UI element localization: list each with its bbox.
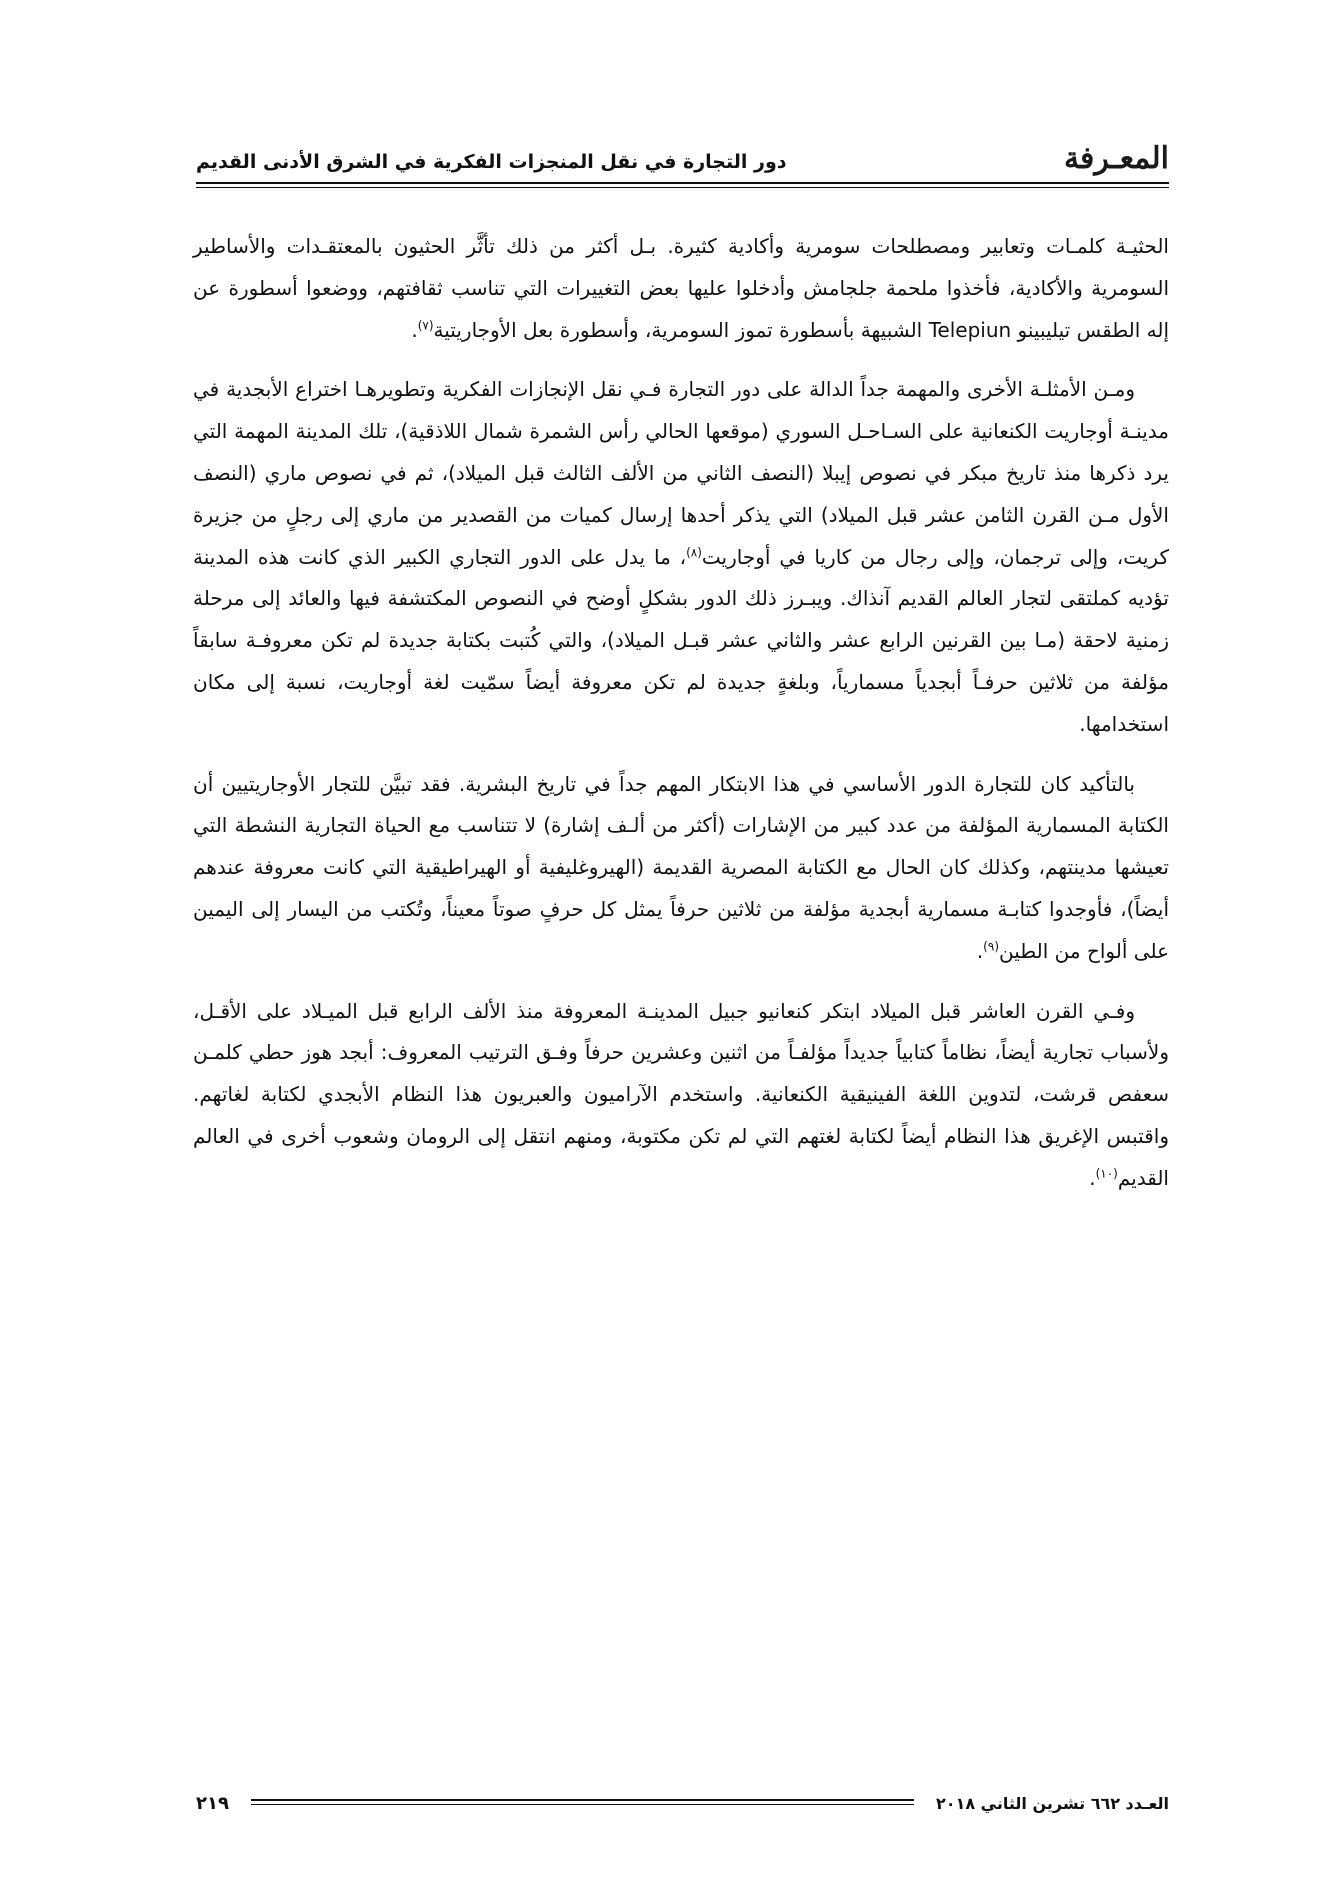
paragraph-text: ومـن الأمثلـة الأخرى والمهمة جداً الدالة على دور التجارة فـي نقل الإنجازات الفكرية وتطويرهـا اختراع الأبجدية في مدينـة أوجاريت الكنعانية على السـاحـل السوري (موقعها الحالي رأس الشمرة شمال اللاذقية)، تلك المدينة المهمة التي يرد ذكرها منذ تاريخ مبكر في نصوص إيبلا (النصف الثاني من الألف الثالث قبل الميلاد)، ثم في نصوص ماري (النصف الأول مـن القرن الثامن عشر قبل الميلاد) التي يذكر أحدها إرسال كميات من القصدير من ماري إلى رجلٍ من جزيرة كريت، وإلى ترجمان، وإلى رجال من كاريا في أوجاريت [193, 377, 1169, 569]
running-title: دور التجارة في نقل المنجزات الفكرية في الشرق الأدنى القديم [196, 151, 787, 173]
page-footer [196, 1788, 1169, 1818]
page-header [196, 134, 1169, 174]
paragraph-1 [193, 226, 1169, 351]
paragraph-2 [193, 369, 1169, 745]
paragraph-3 [193, 764, 1169, 973]
footnote-ref: (٩) [983, 939, 999, 954]
footnote-ref: (٨) [686, 544, 702, 559]
paragraph-tail: ، ما يدل على الدور التجاري الكبير الذي كانت هذه المدينة تؤديه كملتقى لتجار العالم القديم آنذاك. ويبـرز ذلك الدور بشكلٍ أوضح في النصوص المكتشفة فيها والعائد إلى مرحلة زمنية لاحقة (مـا بين القرنين الرابع عشر والثاني عشر قبـل الميلاد)، والتي كُتبت بكتابة جديدة لم تكن معروفـة سابقاً مؤلفة من ثلاثين حرفـاً أبجدياً مسمارياً، وبلغةٍ جديدة لم تكن معروفة أيضاً سمّيت لغة أوجاريت، نسبة إلى مكان استخدامها. [193, 544, 1169, 736]
paragraph-tail: . [976, 938, 984, 963]
article-body [193, 226, 1169, 1218]
footnote-ref: (٧) [417, 317, 434, 332]
paragraph-tail: . [411, 317, 418, 342]
footer-rule-thin [251, 1804, 914, 1805]
footer-rule-thick [251, 1799, 914, 1801]
issue-info: العـدد ٦٦٢ تشرين الثاني ٢٠١٨ [936, 1793, 1169, 1813]
header-rule [196, 182, 1169, 184]
page-number: ٢١٩ [196, 1792, 229, 1814]
paragraph-text: وفـي القرن العاشر قبل الميلاد ابتكر كنعانيو جبيل المدينـة المعروفة منذ الألف الرابع قبل الميـلاد على الأقـل، ولأسباب تجارية أيضاً، نظاماً كتابياً جديداً مؤلفـاً من اثنين وعشرين حرفاً وفـق الترتيب المعروف: أبجد هوز حطي كلمـن سعفص قرشت، لتدوين اللغة الفينيقية الكنعانية. واستخدم الآراميون والعبريون هذا النظام الأبجدي لكتابة لغاتهم. واقتبس الإغريق هذا النظام أيضاً لكتابة لغتهم التي لم تكن مكتوبة، ومنهم انتقل إلى الرومان وشعوب أخرى في العالم القديم [193, 998, 1169, 1190]
footer-rule [251, 1798, 914, 1808]
paragraph-4 [193, 991, 1169, 1200]
paragraph-tail: . [1089, 1165, 1096, 1190]
paragraph-text: بالتأكيد كان للتجارة الدور الأساسي في هذا الابتكار المهم جداً في تاريخ البشرية. فقد تبيَّن للتجار الأوجاريتيين أن الكتابة المسمارية المؤلفة من عدد كبير من الإشارات (أكثر من ألـف إشارة) لا تتناسب مع الحياة التجارية النشطة التي تعيشها مدينتهم، وكذلك كان الحال مع الكتابة المصرية القديمة (الهيروغليفية أو الهيراطيقية التي كانت معروفة عندهم أيضاً)، فأوجدوا كتابـة مسمارية أبجدية مؤلفة من ثلاثين حرفاً يمثل كل حرفٍ صوتاً معيناً، وتُكتب من اليسار إلى اليمين على ألواح من الطين [193, 771, 1169, 963]
header-rule-thin [196, 187, 1169, 188]
magazine-logo: المعـرفة [1063, 141, 1169, 176]
footnote-ref: (١٠) [1095, 1166, 1118, 1181]
paragraph-text: الحثيـة كلمـات وتعابير ومصطلحات سومرية وأكادية كثيرة. بـل أكثر من ذلك تأثَّر الحثيون بالمعتقـدات والأساطير السومرية والأكادية، فأخذوا ملحمة جلجامش وأدخلوا عليها بعض التغييرات التي تناسب ثقافتهم، ووضعوا أسطورة عن إله الطقس تيليبينو Telepiun الشبيهة بأسطورة تموز السومرية، وأسطورة بعل الأوجاريتية [193, 234, 1169, 342]
